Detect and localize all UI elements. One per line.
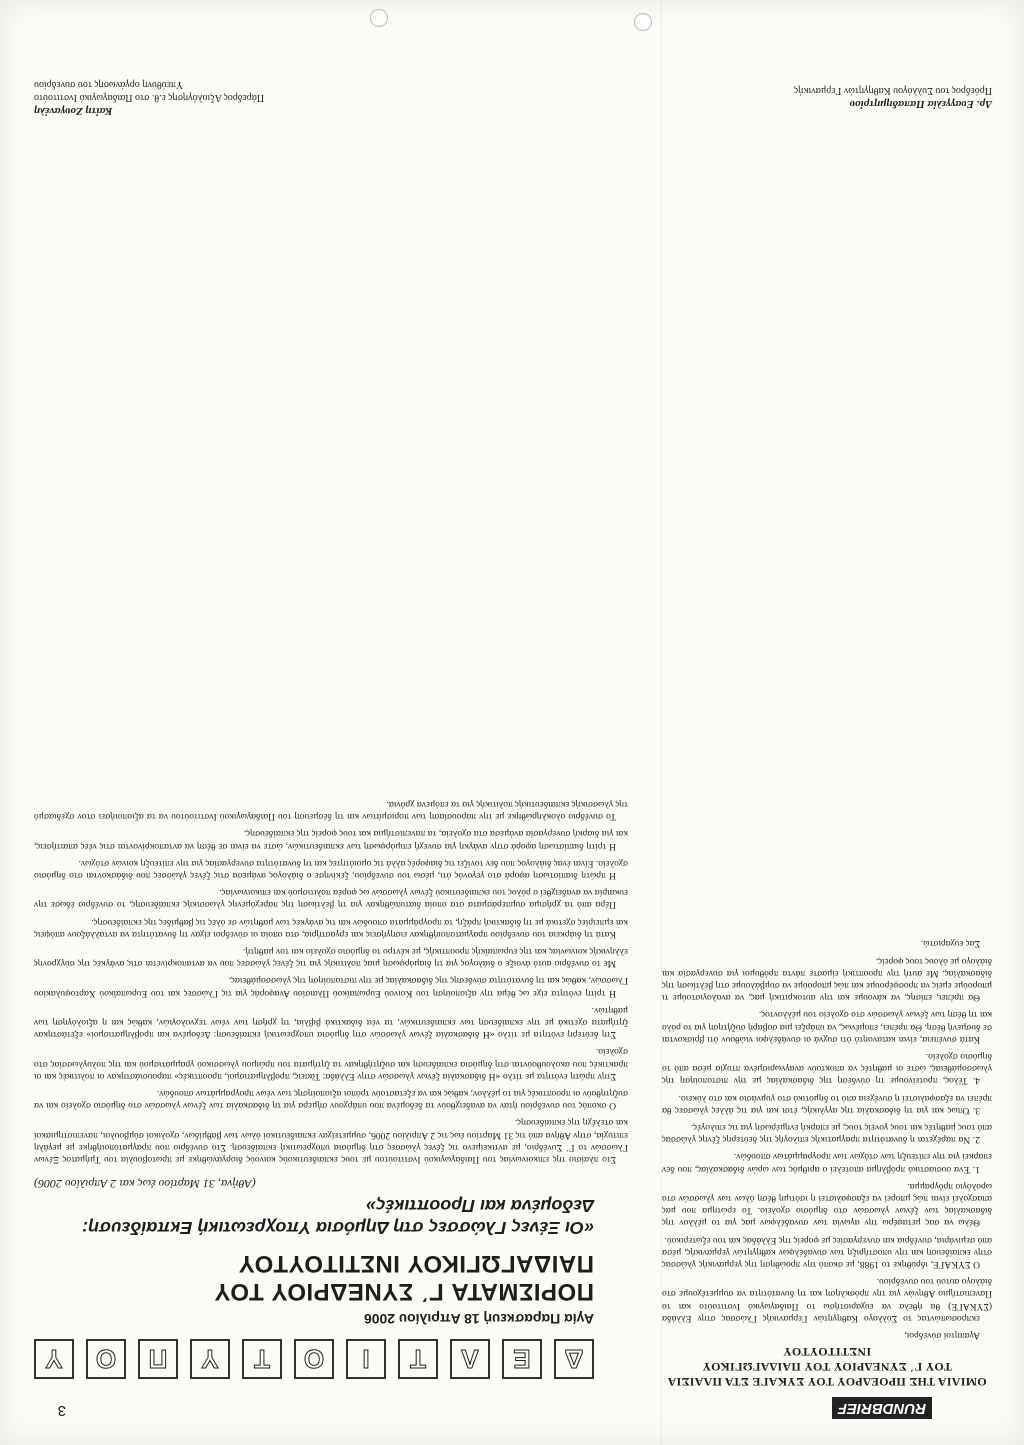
sidebar-paragraph: Αγαπητοί σύνεδροι, xyxy=(904,1330,980,1340)
article-paragraph: Στη δεύτερη ενότητα με τίτλο «Η διδασκαλία ξένων γλωσσών στη δημόσια υποχρεωτική εκπαίδευση: Δεδομένα και προβληματισμοί» εξετάστηκαν ζητήματα σχετικά με την εκπαίδευση των εκπαιδευτικών, τα νέα διδακτικά βιβλία, τη χρήση των νέων τεχνολογιών, καθώς και η αξιολόγηση των μαθητών. xyxy=(34,1004,628,1040)
sidebar-paragraph: εκπροσωπώντας το Σύλλογο Καθηγητών Γερμανικής Γλώσσας στην Ελλάδα (ΣΥΚΑΓΕ) θα ήθελα να ευχαριστήσω το Παιδαγωγικό Ινστιτούτο και το Πανεπιστήμιο Αθηνών για την πρόσκληση και τη δυνατότητα να συμμετέχουμε στο διάλογο αυτού του συνεδρίου. xyxy=(662,1276,992,1323)
sidebar-paragraph: Θα πρέπει, επίσης, να κάνουμε και την αυτοκριτική μας, να αναλογιστούμε τι μπορούμε εμείς να προσφέρουμε και πώς μπορούμε να συμβάλουμε στη βελτίωση της διδασκαλίας. Με αυτή την προοπτική είμαστε πάντα πρόθυμοι για συνεργασία και διάλογο με όλους τους φορείς. xyxy=(662,955,992,1003)
sidebar-title: ΟΜΙΛΙΑ ΤΗΣ ΠΡΟΕΔΡΟΥ ΤΟΥ ΣΥΚΑΓΕ ΣΤΑ ΠΛΑΙΣΙΑ ΤΟΥ Γ΄ ΣΥΝΕΔΡΙΟΥ ΤΟΥ ΠΑΙΔΑΓΩΓΙΚΟΥ ΙΝΣΤΙΤΟΥΤΟΥ xyxy=(667,1345,987,1389)
bulletin-letter: Τ xyxy=(398,1339,438,1379)
punch-hole xyxy=(634,13,652,31)
sidebar-paragraph: 2. Να παρέχεται η δυνατότητα πραγματικής επιλογής της δεύτερης ξένης γλώσσας από τους μαθητές και τους γονείς τους, με επαρκή ενημέρωση για τις επιλογές. xyxy=(662,1121,992,1145)
article-paragraph: Η τρίτη διαπίστωση αφορά στην ανάγκη για συνεχή επιμόρφωση των εκπαιδευτικών, ώστε να είναι σε θέση να ανταποκρίνονται στις νέες απαιτήσεις, και για διαρκή συνεργασία ανάμεσα στα σχολεία, τα πανεπιστήμια και τους φορείς της εκπαίδευσης. xyxy=(34,828,628,851)
article-paragraph: Η τρίτη ενότητα είχε ως θέμα την αξιοποίηση του Κοινού Ευρωπαϊκού Πλαισίου Αναφοράς για τις Γλώσσες και του Ευρωπαϊκού Χαρτοφυλακίου Γλωσσών, καθώς και τη δυνατότητα σύνδεσης της διδασκαλίας με την πιστοποίηση της γλωσσομάθειας. xyxy=(34,975,628,998)
sidebar-signature xyxy=(662,84,992,110)
sidebar-paragraph: Κατά συνέπεια, είναι κατανοητό ότι συχνά οι συνάδελφοι νιώθουν ότι βρίσκονται σε δυσμενή θέση. Θα πρέπει, επομένως, να υπάρξει μια σοβαρή συζήτηση για το ρόλο και τη θέση των ξένων γλωσσών στο σχολείο του μέλλοντος. xyxy=(662,1009,992,1044)
punch-hole xyxy=(370,9,388,27)
signature-role: Πάρεδρος Αξιολόγησης ε.θ. στο Παιδαγωγικό Ινστιτούτο xyxy=(34,92,265,103)
article-paragraph: Στην πρώτη ενότητα με τίτλο «Η διδασκαλία ξένων γλωσσών στην Ελλάδα: Τάσεις, προβληματισμοί, προοπτικές» παρουσιάστηκαν οι πολιτικές και οι πρακτικές που ακολουθούνται στη δημόσια εκπαίδευση και συζητήθηκαν τα ζητήματα του πρώιμου γλωσσικού γραμματισμού και της πολυγλωσσίας στο σχολείο. xyxy=(34,1046,628,1081)
article-paragraph: Με το συνέδριο αυτό άνοιξε ο διάλογος για τη διαμόρφωση μιας πολιτικής για τις ξένες γλώσσες που να ανταποκρίνεται στις ανάγκες της σύγχρονης ελληνικής κοινωνίας και της ευρωπαϊκής προοπτικής, με κέντρο το δημόσιο σχολείο και τον μαθητή. xyxy=(34,945,628,969)
article-subhead: «Οι Ξένες Γλώσσες στη Δημόσια Υποχρεωτική Εκπαίδευση: Δεδομένα και Προοπτικές» xyxy=(82,1196,594,1238)
sidebar-paragraph: Σας ευχαριστώ. xyxy=(920,938,980,949)
brand-logo: RUNDBRIEF xyxy=(832,1397,932,1419)
article-signature xyxy=(34,78,594,117)
page-number: 3 xyxy=(57,1402,66,1419)
bulletin-letter: Ε xyxy=(502,1339,542,1379)
press-release-dateline: Αγία Παρασκευή 18 Απριλίου 2006 xyxy=(363,1311,594,1327)
article-paragraph: Η πρώτη διαπίστωση αφορά στο γεγονός ότι, μέσω του συνεδρίου, ξεκίνησε ο διάλογος ανάμεσα στις ξένες γλώσσες που διδάσκονται στο δημόσιο σχολείο. Είναι ένας διάλογος που δεν τονίζει τις διαφορές αλλά τις ομοιότητες και τη δυνατότητα συνεργασίας για την επίτευξη κοινών στόχων. xyxy=(34,857,628,880)
bulletin-letter: Π xyxy=(138,1339,178,1379)
article-paragraph: Κατά τη διάρκεια του συνεδρίου πραγματοποιήθηκαν εισηγήσεις και εργαστήρια, στα οποία οι σύνεδροι είχαν τη δυνατότητα να ανταλλάξουν απόψεις και εμπειρίες σχετικά με τη διδακτική πράξη, τα προγράμματα σπουδών και τις ανάγκες των μαθητών σε όλες τις βαθμίδες της εκπαίδευσης. xyxy=(34,916,628,939)
sidebar-paragraph: 4. Τέλος, προτείνουμε τη σύνδεση της διδασκαλίας με την πιστοποίηση της γλωσσομάθειας, ώστε οι μαθητές να αποκτούν αναγνωρισμένα πτυχία μέσα από το δημόσιο σχολείο. xyxy=(662,1050,992,1086)
sidebar-paragraph: 1. Ένα ουσιαστικό πρόβλημα αποτελεί ο αριθμός των ωρών διδασκαλίας, που δεν επαρκεί για την επίτευξη των στόχων των προγραμμάτων σπουδών. xyxy=(662,1151,992,1174)
article-headline: ΠΟΡΙΣΜΑΤΑ Γ΄ ΣΥΝΕΔΡΙΟΥ ΤΟΥ ΠΑΙΔΑΓΩΓΙΚΟΥ ΙΝΣΤΙΤΟΥΤΟΥ xyxy=(214,1250,594,1305)
sidebar-paragraph: Θέλω να σας μεταφέρω την αγωνία των συναδέλφων μας για το μέλλον της διδασκαλίας των ξένων γλωσσών στο δημόσιο σχολείο. Το ερώτημα που μας απασχολεί είναι πώς μπορεί να εξασφαλιστεί η ισότιμη θέση όλων των γλωσσών στο ωρολόγιο πρόγραμμα. xyxy=(662,1180,992,1228)
article-paragraph: Στο πλαίσιο της επικοινωνίας του Παιδαγωγικού Ινστιτούτου με τους εκπαιδευτικούς κοινούς διοργανώθηκε με πρωτοβουλία του Τμήματος Ξένων Γλωσσών το Γ΄ Συνέδριο, με αντικείμενο τις ξένες γλώσσες στη δημόσια υποχρεωτική εκπαίδευση. Στο συνέδριο που πραγματοποιήθηκε με μεγάλη επιτυχία, στην Αθήνα από τις 31 Μαρτίου έως τις 2 Απριλίου 2006, συμμετείχαν εκπαιδευτικοί όλων των βαθμίδων, σχολικοί σύμβουλοι, πανεπιστημιακοί και στελέχη της εκπαίδευσης. xyxy=(34,1117,628,1164)
bulletin-letter: Λ xyxy=(450,1339,490,1379)
bulletin-letter: Ο xyxy=(294,1339,334,1379)
bulletin-banner xyxy=(34,1339,594,1379)
signature-role: Υπεύθυνη οργάνωσης του συνεδρίου xyxy=(34,79,184,90)
sidebar-paragraph: Ο ΣΥΚΑΓΕ, ιδρύθηκε το 1988, με σκοπό την προώθηση της γερμανικής γλώσσας στην εκπαίδευση και την υποστήριξη των συναδέλφων καθηγητών γερμανικής, μέσα από σεμινάρια, συνέδρια και συνεργασίες με φορείς της Ελλάδας και του εξωτερικού. xyxy=(662,1234,992,1269)
conference-dates: (Αθήνα, 31 Μαρτίου έως και 2 Απριλίου 2006) xyxy=(34,1177,256,1191)
bulletin-letter: Υ xyxy=(34,1339,74,1379)
signature-role: Πρόεδρος του Συλλόγου Καθηγητών Γερμανικής xyxy=(794,85,992,96)
article-body xyxy=(34,125,628,1165)
article-paragraph: Πέρα από τα χρήσιμα συμπεράσματα στα οποία διατυπώθηκαν για τη βελτίωση της παρεχόμενης γλωσσικής εκπαίδευσης, το συνέδριο έδωσε την ευκαιρία να αναδειχθεί ο ρόλος του εκπαιδευτικού ξένων γλωσσών ως φορέα πολιτισμού και επικοινωνίας. xyxy=(34,887,628,910)
bulletin-letter: Ι xyxy=(346,1339,386,1379)
signature-name: Δρ. Ευαγγελία Παπαδημητρίου xyxy=(849,98,992,110)
article-paragraph: Το συνέδριο ολοκληρώθηκε με την παρουσίαση των πορισμάτων και τη δέσμευση του Παιδαγωγικού Ινστιτούτου να τα αξιοποιήσει στον σχεδιασμό της γλωσσικής εκπαιδευτικής πολιτικής για τα επόμενα χρόνια. xyxy=(34,798,628,822)
bulletin-letter: Τ xyxy=(242,1339,282,1379)
signature-name: Καίτη Ζουγανέλη xyxy=(34,105,113,117)
sidebar-paragraph: 3. Όπως και για τη διδασκαλία της αγγλικής, έτσι και για τις άλλες γλώσσες θα πρέπει να εξασφαλιστεί η συνέχεια από το δημοτικό στο γυμνάσιο και στο λύκειο. xyxy=(662,1092,992,1115)
article-paragraph: Ο σκοπός του συνεδρίου ήταν να αναδειχθούν τα δεδομένα που υπάρχουν σήμερα για τη διδασκαλία των ξένων γλωσσών στο δημόσιο σχολείο και να συζητηθούν οι προοπτικές για το μέλλον, καθώς και να εξεταστούν τρόποι αξιοποίησης των νέων προγραμμάτων σπουδών. xyxy=(34,1087,628,1111)
bulletin-letter: Ο xyxy=(86,1339,126,1379)
bulletin-letter: Υ xyxy=(190,1339,230,1379)
bulletin-letter: Δ xyxy=(554,1339,594,1379)
sidebar-body xyxy=(662,111,992,1341)
